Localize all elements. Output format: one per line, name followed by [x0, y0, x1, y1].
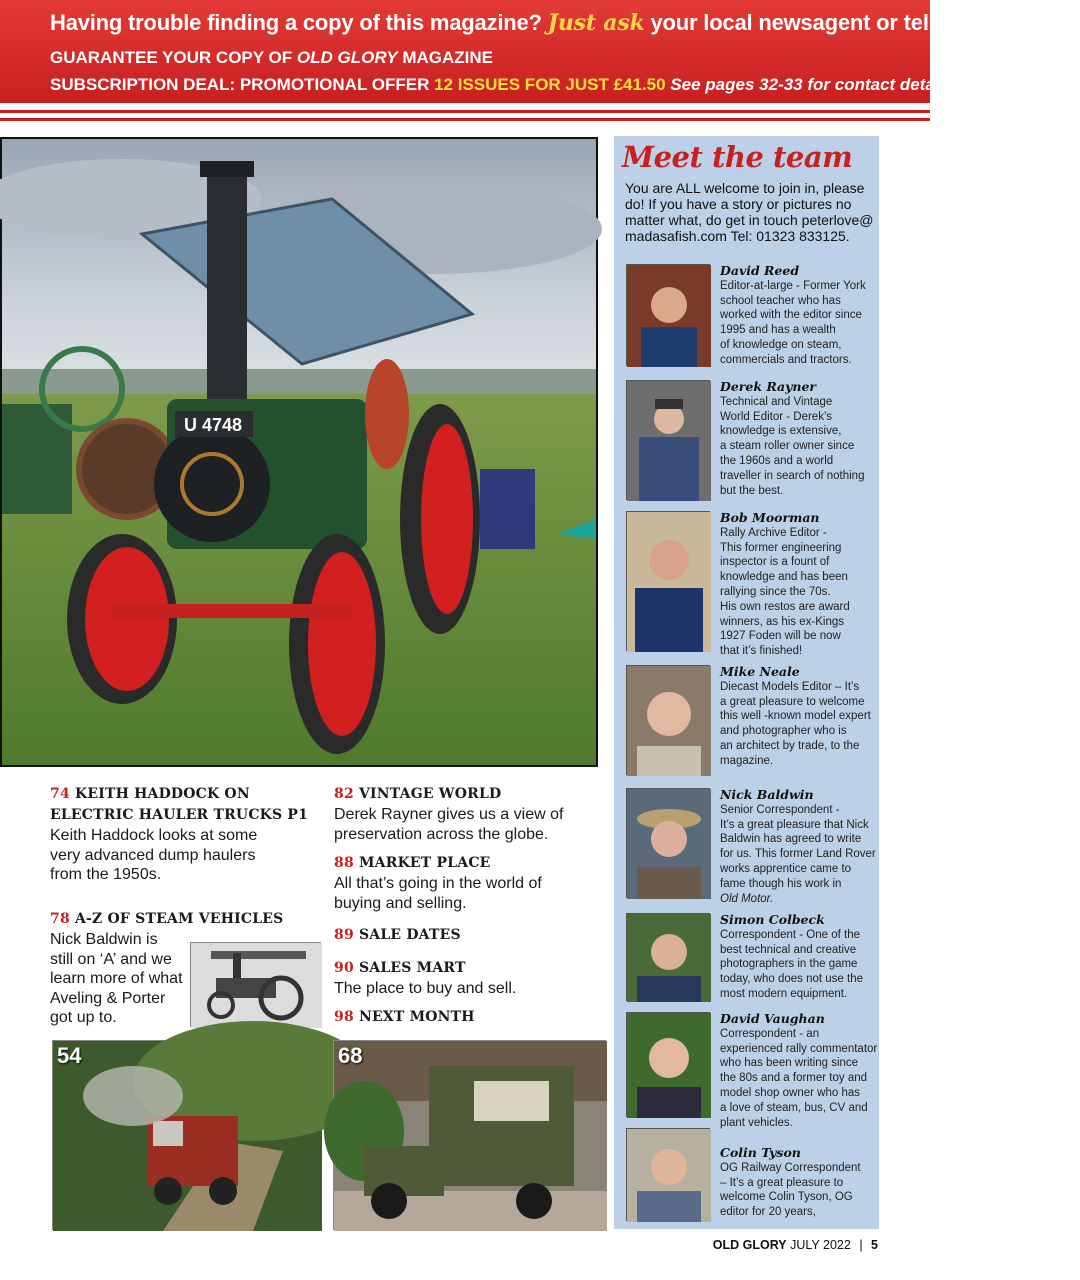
avatar	[626, 511, 710, 651]
page-54-thumbnail[interactable]	[52, 1040, 321, 1230]
avatar	[626, 1128, 710, 1221]
page-badge: 68	[338, 1043, 363, 1068]
contents-entry-90[interactable]: 90 SALES MART The place to buy and sell.	[334, 960, 517, 997]
page-footer: OLD GLORY JULY 2022 | 5	[712, 1238, 878, 1252]
contents-entry-98[interactable]: 98 NEXT MONTH	[334, 1009, 475, 1025]
page-number: 5	[871, 1238, 878, 1252]
contents-entry-78[interactable]: 78 A-Z OF STEAM VEHICLES Nick Baldwin is still on ‘A’ and we learn more of what Aveling & Porter got up to.	[50, 911, 284, 1026]
page-68-thumbnail[interactable]	[333, 1040, 606, 1230]
divider-stripe	[0, 110, 930, 113]
avatar	[626, 1012, 710, 1117]
contents-entry-74[interactable]: 74 KEITH HADDOCK ON ELECTRIC HAULER TRUCKS P1 Keith Haddock looks at some very advanced dump haulers from the 1950s.	[50, 786, 309, 883]
main-photo-traction-engine	[0, 137, 598, 767]
meet-the-team-panel: Meet the team You are ALL welcome to join in, please do! If you have a story or pictures no matter what, do get in touch peterlove@ madasafish.com Tel: 01323 833125. David Reed Editor-at-large - Former York school teacher who has worked with the editor since 1995 and has a wealth of knowledge on steam, commercials and tractors. Derek Rayner Technical and Vintage World Editor - Derek’s knowledge is extensive, a steam roller owner since the 1960s and a world traveller in search of nothing but the best. Bob Moorman Rally Archive Editor - This former engineering inspector is a fount of knowledge and has been rallying since the 70s. His own restos are award winners, as his ex-Kings 1927 Foden will be now that it’s finished! Mike Neale Diecast Models Editor – It’s a great pleasure to welcome this well -known model expert and photographer who is an architect by trade, to the magazine. Nick Baldwin Senior Correspondent - It’s a great pleasure that Nick Baldwin has agreed to write for us. This former Land Rover works apprentice came to fame though his work in Old Motor. Simon Colbeck Correspondent - One of the best technical and creative photographers in the game today, who does not use the most modern equipment. David Vaughan Correspondent - an experienced rally commentator who has been writing since the 80s and a former toy and model shop owner who has a love of steam, bus, CV and plant vehicles. Colin Tyson OG Railway Correspondent – It’s a great pleasure to welcome Colin Tyson, OG editor for 20 years,	[614, 136, 879, 1229]
team-intro: You are ALL welcome to join in, please do! If you have a story or pictures no matter what, do get in touch peterlove@ madasafish.com Tel: 01323 833125.	[625, 180, 874, 244]
avatar	[626, 788, 710, 898]
banner-line-3: SUBSCRIPTION DEAL: PROMOTIONAL OFFER 12 ISSUES FOR JUST £41.50 See pages 32-33 for contact details	[50, 75, 954, 94]
divider-stripe	[0, 118, 930, 121]
contents-entry-82[interactable]: 82 VINTAGE WORLD Derek Rayner gives us a view of preservation across the globe.	[334, 786, 564, 843]
page-badge: 54	[57, 1043, 82, 1068]
offer-highlight: 12 ISSUES FOR JUST £41.50	[434, 75, 666, 94]
avatar	[626, 380, 710, 500]
contents-entry-88[interactable]: 88 MARKET PLACE All that’s going in the world of buying and selling.	[334, 855, 542, 912]
banner-line-1: Having trouble finding a copy of this magazine? Just ask your local newsagent or tel: 01959 541444	[50, 10, 1080, 36]
steam-vehicle-thumbnail	[190, 942, 321, 1027]
just-ask-text: Just ask	[547, 10, 645, 36]
contents-entry-89[interactable]: 89 SALE DATES	[334, 927, 461, 943]
avatar	[626, 665, 710, 775]
plate-text: U 4748	[184, 415, 243, 435]
team-title: Meet the team	[622, 140, 853, 174]
banner-line-2: GUARANTEE YOUR COPY OF OLD GLORY MAGAZINE	[50, 48, 494, 67]
top-banner	[0, 0, 1080, 103]
avatar	[626, 913, 710, 1001]
avatar	[626, 264, 710, 366]
